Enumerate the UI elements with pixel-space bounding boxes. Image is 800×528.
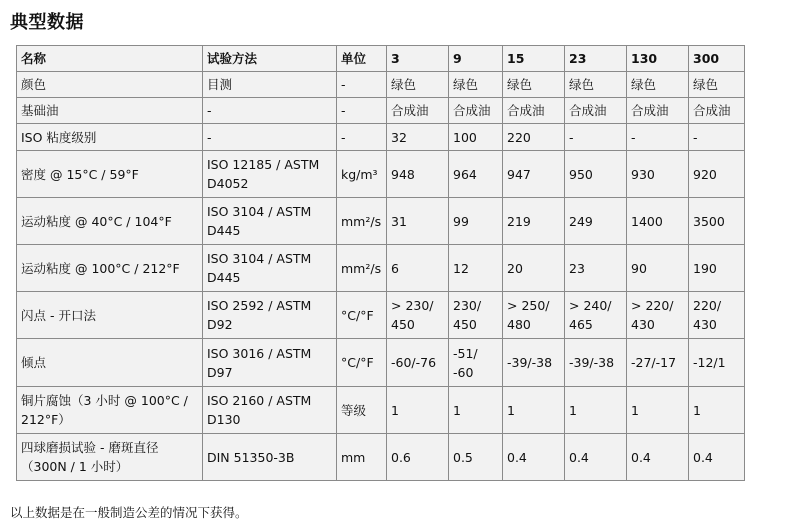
- table-cell: -39/-38: [565, 339, 627, 387]
- table-cell: -: [203, 124, 337, 151]
- table-cell: 950: [565, 151, 627, 198]
- table-cell: 绿色: [503, 72, 565, 98]
- row-label-cell: 密度 @ 15°C / 59°F: [17, 151, 203, 198]
- table-cell: -51/ -60: [449, 339, 503, 387]
- table-cell: 1: [689, 387, 745, 434]
- row-label-cell: ISO 粘度级别: [17, 124, 203, 151]
- table-cell: °C/°F: [337, 292, 387, 339]
- header-cell: 名称: [17, 46, 203, 72]
- table-cell: 230/ 450: [449, 292, 503, 339]
- table-cell: ISO 2592 / ASTM D92: [203, 292, 337, 339]
- table-cell: -: [337, 72, 387, 98]
- page-title: 典型数据: [10, 12, 84, 33]
- table-cell: 1: [503, 387, 565, 434]
- table-cell: > 230/ 450: [387, 292, 449, 339]
- table-cell: 23: [565, 245, 627, 292]
- table-row: [17, 151, 745, 198]
- table-cell: 947: [503, 151, 565, 198]
- row-label-cell: 闪点 - 开口法: [17, 292, 203, 339]
- table-cell: 合成油: [689, 98, 745, 124]
- table-cell: mm²/s: [337, 245, 387, 292]
- table-cell: 0.4: [627, 434, 689, 481]
- header-cell: 300: [689, 46, 745, 72]
- table-cell: 220: [503, 124, 565, 151]
- table-row: [17, 434, 745, 481]
- table-cell: -: [689, 124, 745, 151]
- table-cell: 等级: [337, 387, 387, 434]
- row-label-cell: 运动粘度 @ 40°C / 104°F: [17, 198, 203, 245]
- table-cell: 249: [565, 198, 627, 245]
- header-cell: 130: [627, 46, 689, 72]
- table-cell: -60/-76: [387, 339, 449, 387]
- header-cell: 单位: [337, 46, 387, 72]
- table-cell: °C/°F: [337, 339, 387, 387]
- table-row: [17, 198, 745, 245]
- table-cell: 190: [689, 245, 745, 292]
- table-row: [17, 72, 745, 98]
- table-cell: -39/-38: [503, 339, 565, 387]
- row-label-cell: 颜色: [17, 72, 203, 98]
- row-label-cell: 基础油: [17, 98, 203, 124]
- table-row: [17, 124, 745, 151]
- table-cell: 920: [689, 151, 745, 198]
- table-cell: 964: [449, 151, 503, 198]
- table-row: [17, 387, 745, 434]
- table-cell: 合成油: [387, 98, 449, 124]
- table-cell: 合成油: [627, 98, 689, 124]
- table-cell: 绿色: [689, 72, 745, 98]
- table-cell: -: [337, 124, 387, 151]
- table-cell: 930: [627, 151, 689, 198]
- table-cell: mm²/s: [337, 198, 387, 245]
- table-cell: -12/1: [689, 339, 745, 387]
- table-cell: 0.4: [503, 434, 565, 481]
- table-cell: ISO 3104 / ASTM D445: [203, 245, 337, 292]
- table-cell: > 220/ 430: [627, 292, 689, 339]
- table-cell: ISO 12185 / ASTM D4052: [203, 151, 337, 198]
- table-cell: mm: [337, 434, 387, 481]
- row-label-cell: 倾点: [17, 339, 203, 387]
- table-cell: 90: [627, 245, 689, 292]
- table-cell: 1: [565, 387, 627, 434]
- table-cell: -: [627, 124, 689, 151]
- table-row: [17, 339, 745, 387]
- table-cell: 948: [387, 151, 449, 198]
- table-cell: 目测: [203, 72, 337, 98]
- table-cell: 20: [503, 245, 565, 292]
- table-cell: 3500: [689, 198, 745, 245]
- header-cell: 9: [449, 46, 503, 72]
- table-cell: -: [203, 98, 337, 124]
- row-label-cell: 运动粘度 @ 100°C / 212°F: [17, 245, 203, 292]
- table-cell: 1400: [627, 198, 689, 245]
- table-cell: 6: [387, 245, 449, 292]
- header-cell: 23: [565, 46, 627, 72]
- table-cell: 1: [627, 387, 689, 434]
- header-cell: 15: [503, 46, 565, 72]
- header-cell: 试验方法: [203, 46, 337, 72]
- table-cell: ISO 3016 / ASTM D97: [203, 339, 337, 387]
- table-cell: ISO 2160 / ASTM D130: [203, 387, 337, 434]
- table-cell: > 250/ 480: [503, 292, 565, 339]
- table-cell: 绿色: [387, 72, 449, 98]
- table-cell: DIN 51350-3B: [203, 434, 337, 481]
- table-cell: 100: [449, 124, 503, 151]
- table-cell: 1: [449, 387, 503, 434]
- table-cell: 220/ 430: [689, 292, 745, 339]
- row-label-cell: 四球磨损试验 - 磨斑直径（300N / 1 小时）: [17, 434, 203, 481]
- table-cell: 绿色: [627, 72, 689, 98]
- table-row: [17, 98, 745, 124]
- table-cell: 合成油: [565, 98, 627, 124]
- table-row: [17, 292, 745, 339]
- table-cell: 合成油: [449, 98, 503, 124]
- table-cell: 绿色: [449, 72, 503, 98]
- table-cell: 0.6: [387, 434, 449, 481]
- table-cell: 0.4: [565, 434, 627, 481]
- table-cell: 32: [387, 124, 449, 151]
- table-cell: 1: [387, 387, 449, 434]
- table-cell: 0.5: [449, 434, 503, 481]
- footnote: 以上数据是在一般制造公差的情况下获得。: [10, 505, 248, 520]
- table-cell: 0.4: [689, 434, 745, 481]
- table-cell: 99: [449, 198, 503, 245]
- table-cell: 12: [449, 245, 503, 292]
- table-cell: 31: [387, 198, 449, 245]
- table-cell: 绿色: [565, 72, 627, 98]
- typical-data-table: [16, 45, 745, 481]
- table-cell: 219: [503, 198, 565, 245]
- table-cell: -27/-17: [627, 339, 689, 387]
- row-label-cell: 铜片腐蚀（3 小时 @ 100°C / 212°F）: [17, 387, 203, 434]
- table-cell: -: [565, 124, 627, 151]
- header-cell: 3: [387, 46, 449, 72]
- table-cell: 合成油: [503, 98, 565, 124]
- table-header-row: [17, 46, 745, 72]
- table-cell: ISO 3104 / ASTM D445: [203, 198, 337, 245]
- table-cell: kg/m³: [337, 151, 387, 198]
- table-row: [17, 245, 745, 292]
- table-cell: > 240/ 465: [565, 292, 627, 339]
- table-cell: -: [337, 98, 387, 124]
